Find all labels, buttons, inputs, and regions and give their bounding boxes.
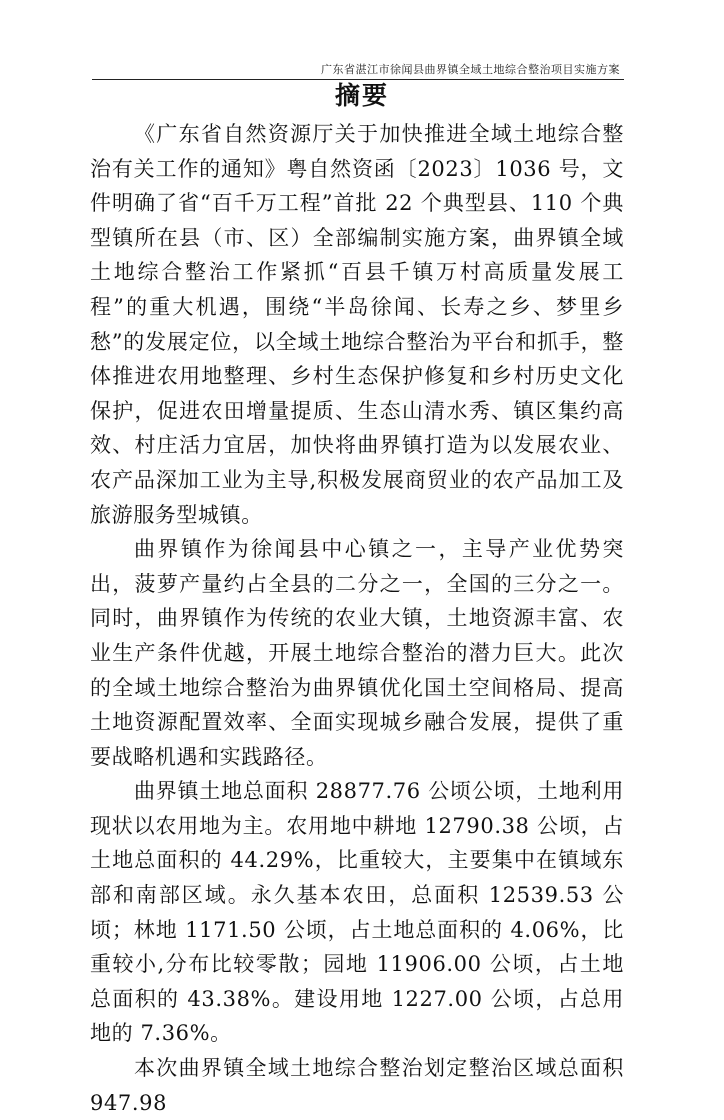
header-divider	[92, 79, 624, 80]
page-title: 摘要	[334, 81, 389, 110]
abstract-body	[90, 117, 624, 1120]
paragraph-2: 曲界镇作为徐闻县中心镇之一，主导产业优势突出，菠萝产量约占全县的二分之一，全国的三分之一。同时，曲界镇作为传统的农业大镇，土地资源丰富、农业生产条件优越，开展土地综合整治的潜力巨大。此次的全域土地综合整治为曲界镇优化国土空间格局、提高土地资源配置效率、全面实现城乡融合发展，提供了重要战略机遇和实践路径。	[90, 537, 624, 769]
running-header: 广东省湛江市徐闻县曲界镇全域土地综合整治项目实施方案	[321, 63, 620, 76]
paragraph-3: 曲界镇土地总面积 28877.76 公顷公顷，土地利用现状以农用地为主。农用地中耕地 12790.38 公顷，占土地总面积的 44.29%，比重较大，主要集中在镇域东部和南部区域。永久基本农田，总面积 12539.53 公顷；林地 1171.50 公顷，占土地总面积的 4.06%，比重较小,分布比较零散；园地 11906.00 公顷，占土地总面积的 43.38%。建设用地 1227.00 公顷，占总用地的 7.36%。	[90, 779, 624, 1046]
paragraph-4: 本次曲界镇全域土地综合整治划定整治区域总面积 947.98	[90, 1056, 624, 1115]
paragraph-1: 《广东省自然资源厅关于加快推进全域土地综合整治有关工作的通知》粤自然资函〔2023〕1036 号，文件明确了省“百千万工程”首批 22 个典型县、110 个典型镇所在县（市、区）全部编制实施方案，曲界镇全域土地综合整治工作紧抓“百县千镇万村高质量发展工程”的重大机遇，围绕“半岛徐闻、长寿之乡、梦里乡愁”的发展定位，以全域土地综合整治为平台和抓手，整体推进农用地整理、乡村生态保护修复和乡村历史文化保护，促进农田增量提质、生态山清水秀、镇区集约高效、村庄活力宜居，加快将曲界镇打造为以发展农业、农产品深加工业为主导,积极发展商贸业的农产品加工及旅游服务型城镇。	[90, 122, 624, 527]
